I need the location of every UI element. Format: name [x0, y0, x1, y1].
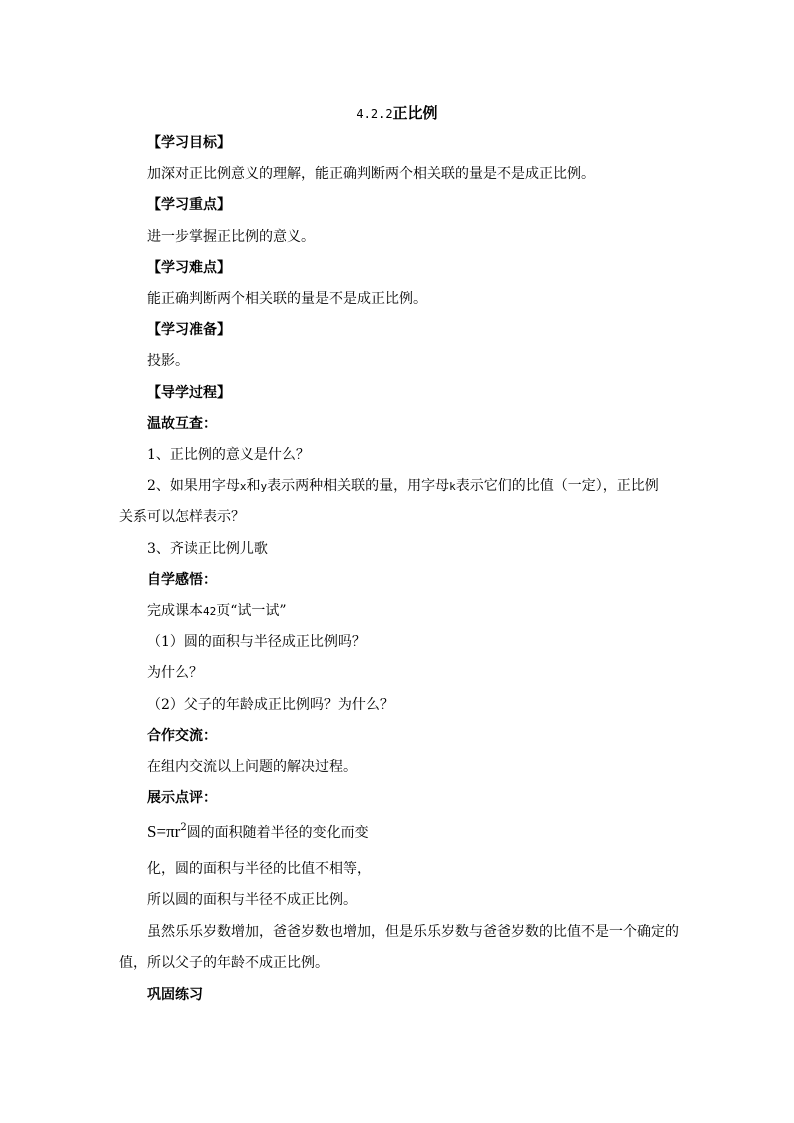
self-study-problem-2: （2）父子的年龄成正比例吗？为什么？ [147, 697, 394, 713]
show-line-5: 值，所以父子的年龄不成正比例。 [119, 955, 329, 971]
formula-exponent: 2 [180, 822, 187, 833]
process-heading: 【导学过程】 [147, 385, 231, 401]
key-heading: 【学习重点】 [147, 197, 231, 213]
formula-explanation: 圆的面积随着半径的变化而变 [186, 825, 369, 841]
show-heading: 展示点评： [147, 790, 217, 806]
show-line-4: 虽然乐乐岁数增加，爸爸岁数也增加，但是乐乐岁数与爸爸岁数的比值不是一个确定的 [147, 924, 679, 940]
q2-part-c: 表示两种相关联的量，用字母 [267, 478, 450, 494]
difficulty-heading: 【学习难点】 [147, 260, 231, 276]
show-line-2: 化，圆的面积与半径的比值不相等， [147, 861, 371, 877]
goal-heading: 【学习目标】 [147, 135, 231, 151]
q2-part-d: 表示它们的比值（一定），正比例 [455, 478, 659, 494]
area-formula-line [147, 822, 369, 843]
q2-var-y: y [260, 480, 268, 493]
cooperate-text: 在组内交流以上问题的解决过程。 [147, 759, 357, 775]
prep-heading: 【学习准备】 [147, 322, 231, 338]
task-page-number: 42 [203, 605, 217, 618]
self-study-heading: 自学感悟： [147, 572, 217, 588]
show-line-3: 所以圆的面积与半径不成正比例。 [147, 892, 357, 908]
practice-heading: 巩固练习 [147, 987, 203, 1003]
q2-part-b: 和 [246, 478, 261, 494]
task-part-a: 完成课本 [147, 603, 203, 619]
review-heading: 温故互查： [147, 416, 217, 432]
title-number: 4.2.2 [356, 107, 393, 121]
task-part-b: 页“试一试” [216, 603, 287, 619]
q2-var-k: k [449, 480, 456, 493]
review-question-2-cont: 关系可以怎样表示？ [119, 509, 245, 525]
difficulty-text: 能正确判断两个相关联的量是不是成正比例。 [147, 291, 427, 307]
prep-text: 投影。 [147, 353, 189, 369]
self-study-problem-1-why: 为什么？ [147, 665, 203, 681]
cooperate-heading: 合作交流： [147, 728, 217, 744]
key-text: 进一步掌握正比例的意义。 [147, 229, 315, 245]
formula-pi-r: πr [166, 822, 181, 841]
title-text: 正比例 [392, 104, 438, 122]
self-study-task [147, 601, 287, 622]
review-question-1: 1、正比例的意义是什么？ [147, 447, 310, 463]
review-question-2 [147, 476, 659, 497]
review-question-3: 3、齐读正比例儿歌 [147, 541, 268, 557]
page-title [0, 102, 794, 123]
self-study-problem-1: （1）圆的面积与半径成正比例吗？ [147, 634, 366, 650]
q2-part-a: 2、如果用字母 [147, 478, 240, 494]
goal-text: 加深对正比例意义的理解，能正确判断两个相关联的量是不是成正比例。 [147, 166, 595, 182]
formula-equals: = [156, 822, 167, 841]
q2-var-x: x [239, 480, 247, 493]
formula-s: S [147, 822, 157, 841]
